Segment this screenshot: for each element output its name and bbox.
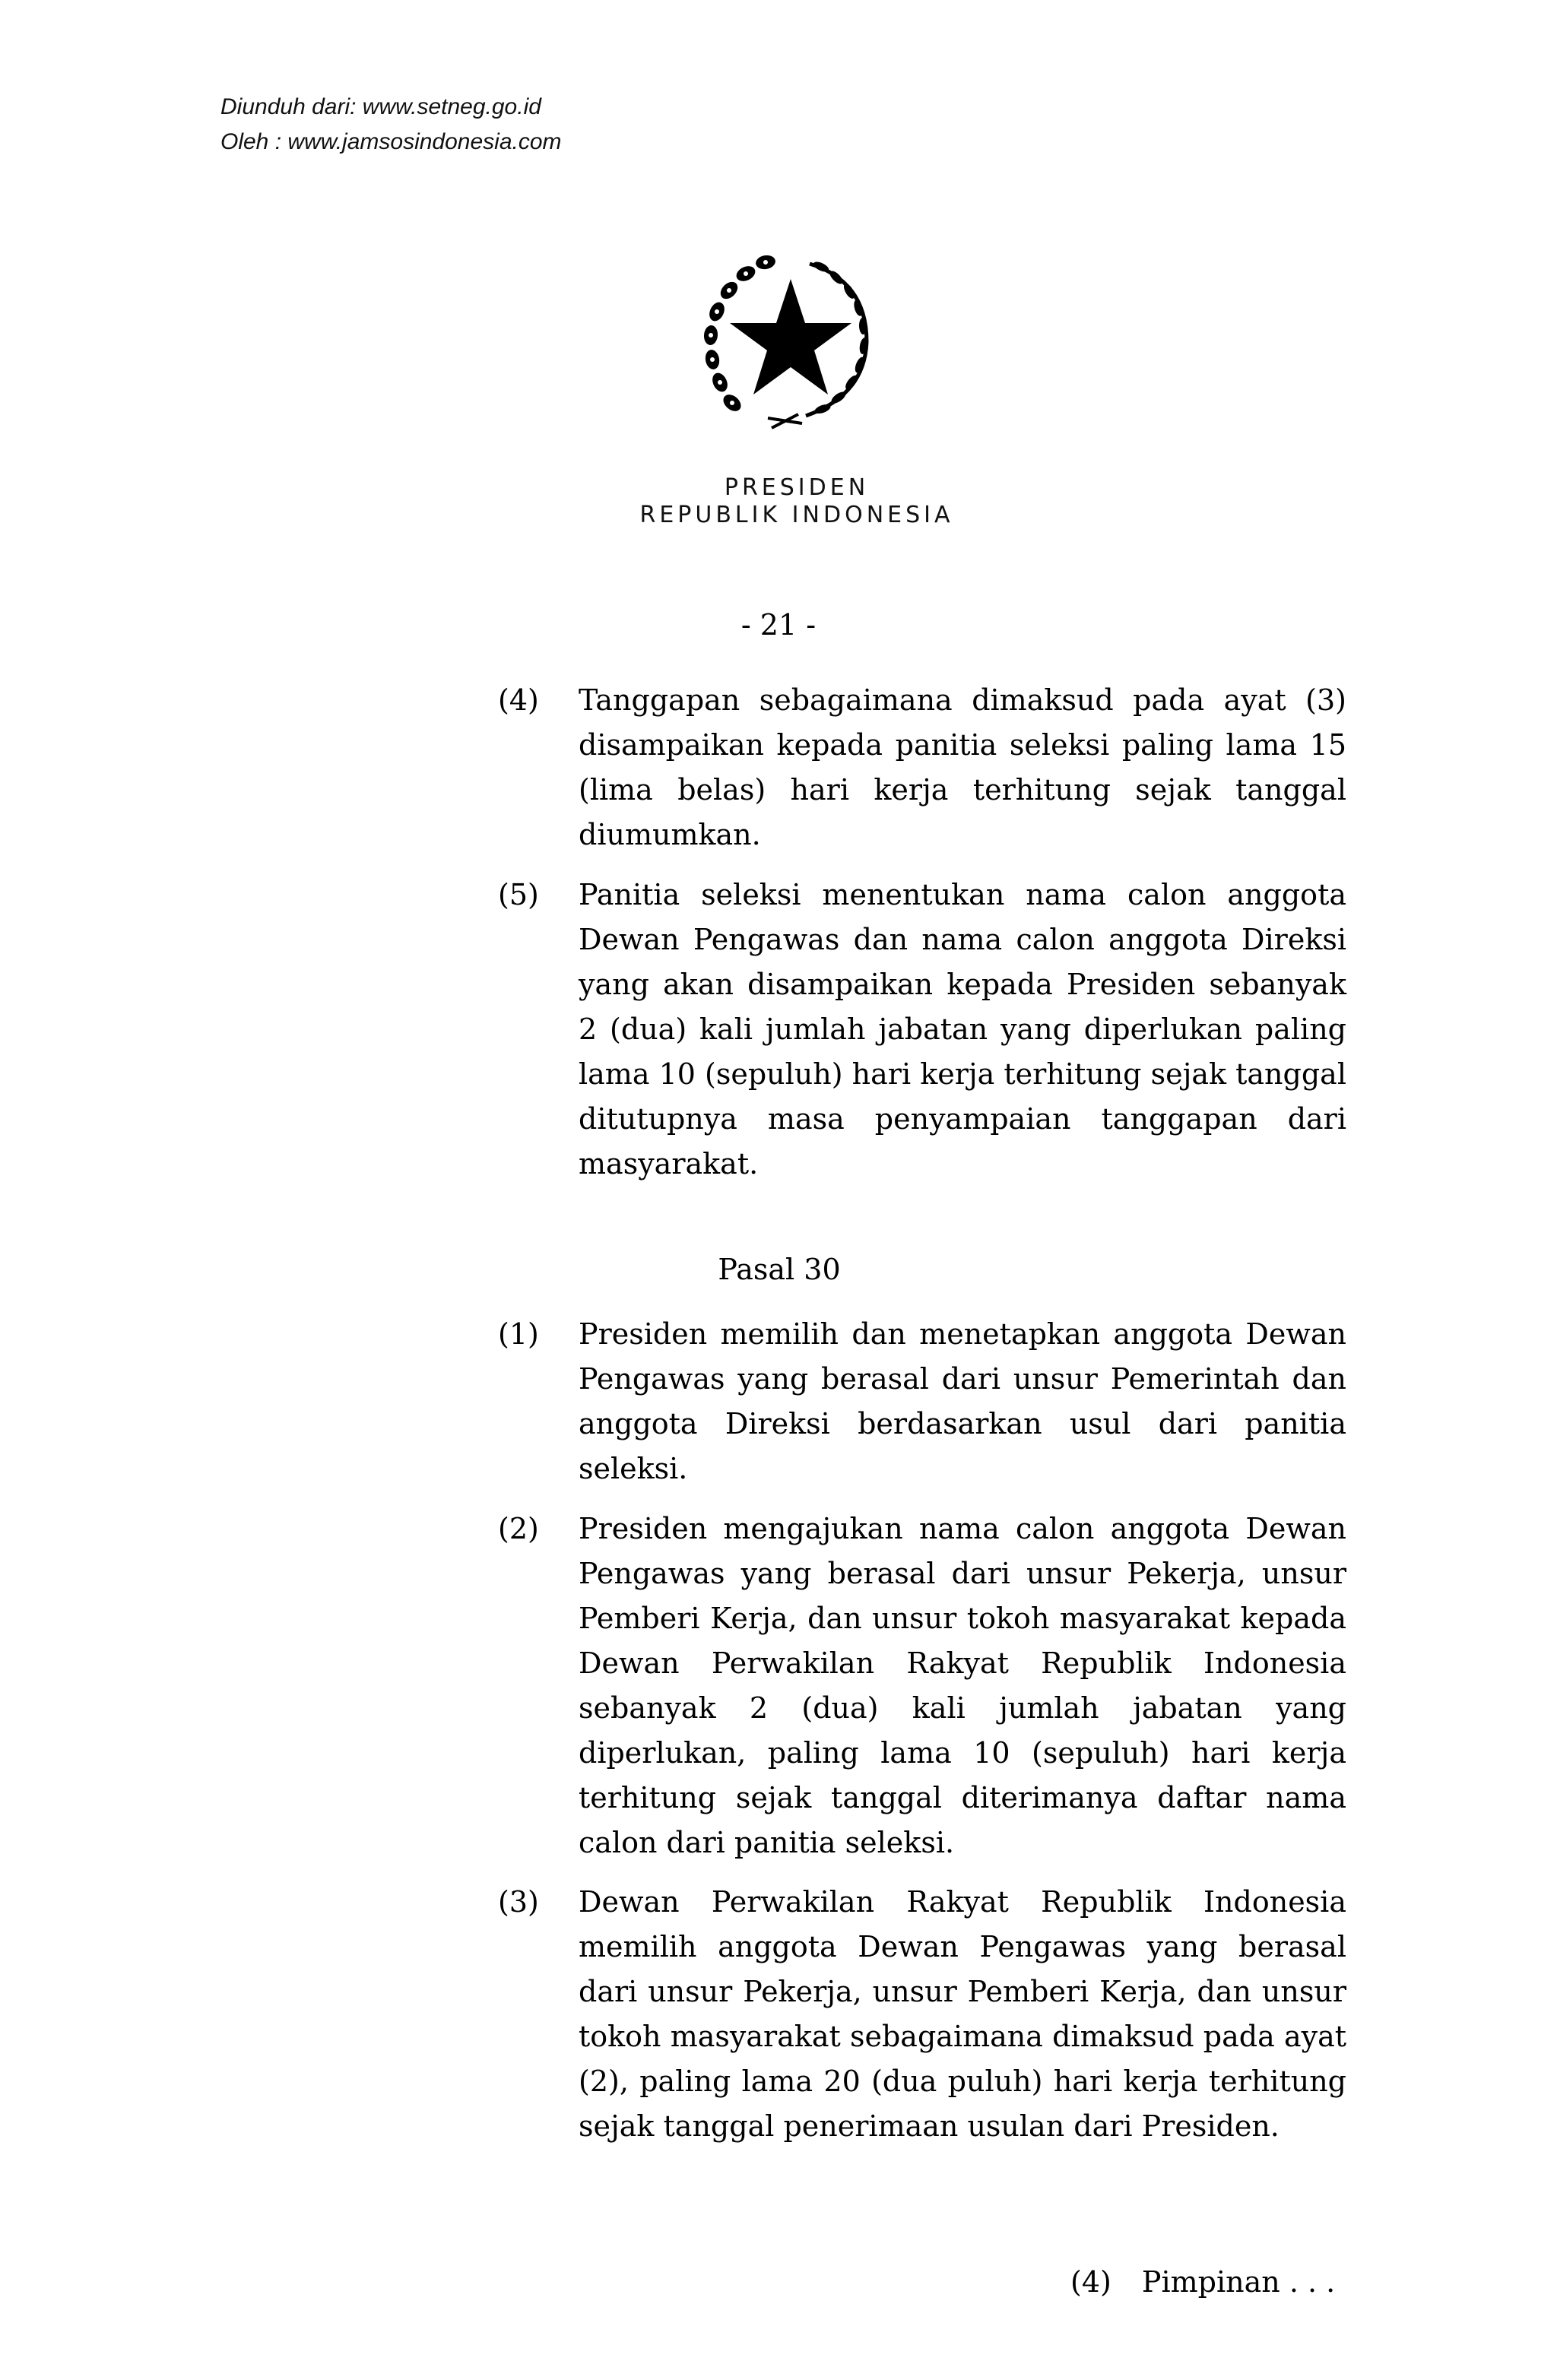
paragraph-number: (1): [498, 1317, 539, 1351]
paragraph-number: (3): [498, 1885, 539, 1919]
catchword: [1070, 2265, 1335, 2299]
page-number: - 21 -: [740, 608, 817, 642]
paragraph-text: Presiden mengajukan nama calon anggota Dewan Pengawas yang berasal dari unsur Pekerja, unsur Pemberi Kerja, dan unsur tokoh masyarakat kepada Dewan Perwakilan Rakyat Republik Indonesia sebanyak 2 (dua) kali jumlah jabatan yang diperlukan, paling lama 10 (sepuluh) hari kerja terhitung sejak tanggal diterimanya daftar nama calon dari panitia seleksi.: [579, 1512, 1346, 1859]
source-note: [220, 90, 562, 160]
paragraph-number: (5): [498, 878, 539, 911]
paragraph-text: Panitia seleksi menentukan nama calon anggota Dewan Pengawas dan nama calon anggota Direksi yang akan disampaikan kepada Presiden sebanyak 2 (dua) kali jumlah jabatan yang diperlukan paling lama 10 (sepuluh) hari kerja terhitung sejak tanggal ditutupnya masa penyampaian tanggapan dari masyarakat.: [579, 878, 1346, 1180]
paragraph-text: Tanggapan sebagaimana dimaksud pada ayat (3) disampaikan kepada panitia seleksi paling lama 15 (lima belas) hari kerja terhitung sejak tanggal diumumkan.: [579, 683, 1346, 851]
source-line-author: Oleh : www.jamsosindonesia.com: [220, 129, 562, 154]
source-line-download: Diunduh dari: www.setneg.go.id: [220, 94, 541, 119]
letterhead-republic: REPUBLIK INDONESIA: [639, 502, 954, 528]
letterhead-president: PRESIDEN: [724, 474, 870, 501]
catchword-number: (4): [1070, 2265, 1111, 2299]
section-heading: Pasal 30: [718, 1253, 841, 1286]
catchword-text: Pimpinan . . .: [1141, 2265, 1336, 2299]
paragraph-number: (2): [498, 1512, 539, 1545]
paragraph-text: Dewan Perwakilan Rakyat Republik Indonesia memilih anggota Dewan Pengawas yang berasal dari unsur Pekerja, unsur Pemberi Kerja, dan unsur tokoh masyarakat sebagaimana dimaksud pada ayat (2), paling lama 20 (dua puluh) hari kerja terhitung sejak tanggal penerimaan usulan dari Presiden.: [579, 1885, 1346, 2143]
presidential-emblem-icon: [696, 247, 886, 437]
paragraph-text: Presiden memilih dan menetapkan anggota Dewan Pengawas yang berasal dari unsur Pemerintah dan anggota Direksi berdasarkan usul dari panitia seleksi.: [579, 1317, 1346, 1485]
paragraph-number: (4): [498, 683, 539, 717]
